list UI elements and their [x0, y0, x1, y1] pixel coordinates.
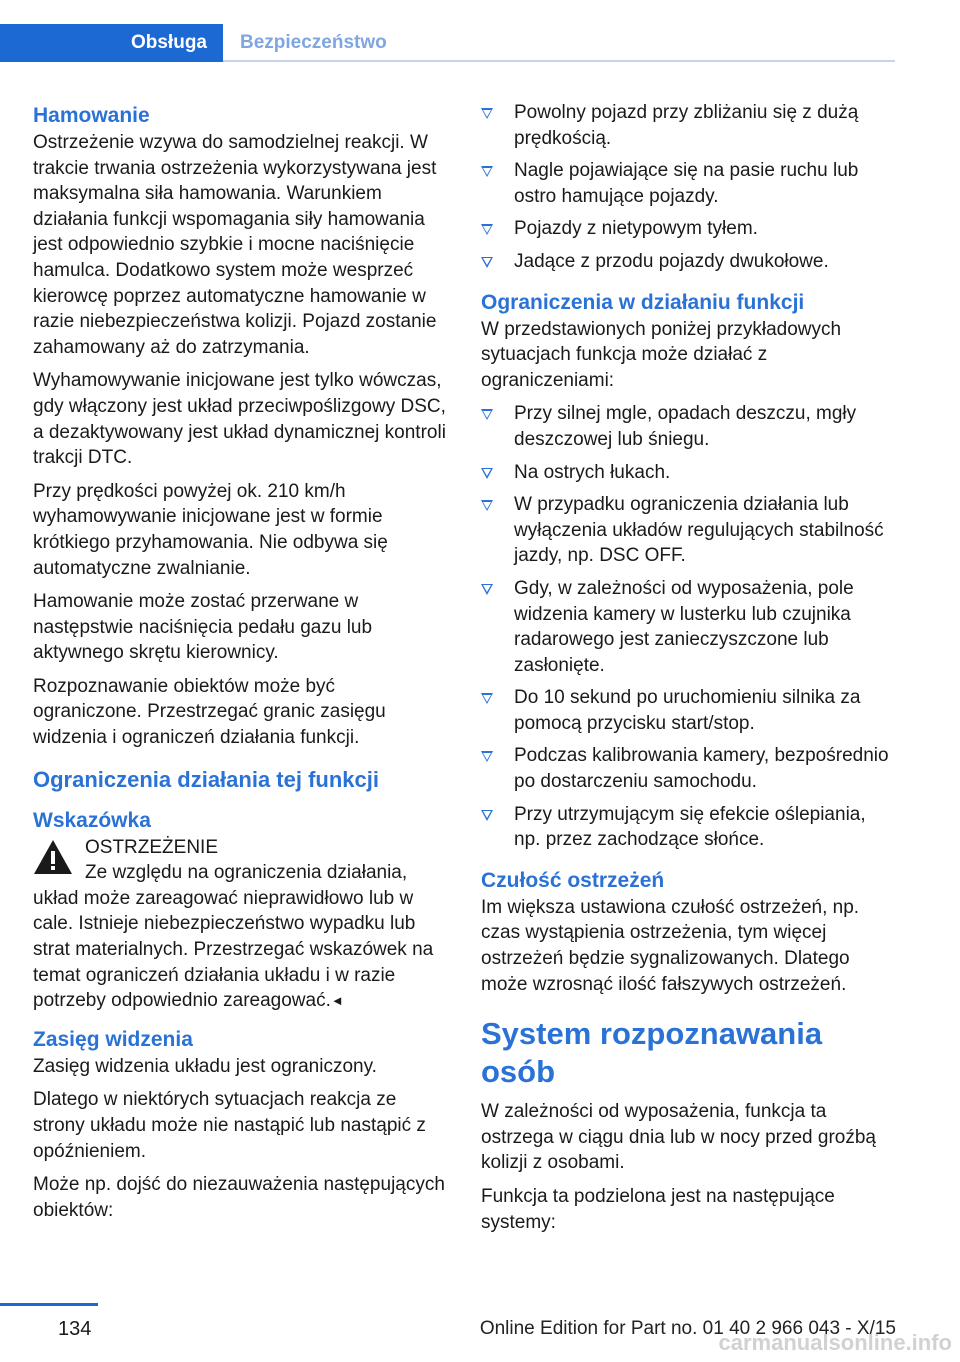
list-item — [481, 576, 896, 678]
footer-rule — [0, 1303, 98, 1306]
paragraph: Może np. dojść do niezauważenia następujących obiektów: — [33, 1174, 445, 1221]
section-title-hint: Wskazówka — [33, 808, 151, 832]
paragraph: Przy prędkości powyżej ok. 210 km/h wyhamowywanie inicjowane jest w formie krótkiego przyhamowania. Nie odbywa się automatyczne zwalnianie. — [33, 480, 388, 579]
header-tabs — [0, 24, 895, 62]
paragraph: W przedstawionych poniżej przykładowych sytuacjach funkcja może działać z ograniczeniami: — [481, 318, 842, 391]
list-item-text: Na ostrych łukach. — [514, 461, 671, 483]
warning-rest: układ może zareagować nieprawidłowo lub w cale. Istnieje niebezpieczeństwo wypadku lub strat materialnych. Przestrzegać wskazówek na temat ograniczeń działania układu i w razie potrzeby odpowiednio zareagować. — [33, 887, 434, 1012]
list-item — [481, 685, 896, 736]
watermark: carmanualsonline.info — [718, 1330, 952, 1355]
list-item-text: Pojazdy z nietypowym tyłem. — [514, 218, 758, 240]
warning-title: OSTRZEŻENIE — [85, 836, 219, 858]
bullet-triangle-icon — [481, 468, 493, 479]
list-item-text: Jadące z przodu pojazdy dwukołowe. — [514, 250, 829, 272]
list-item — [481, 802, 896, 853]
end-mark: ◄ — [330, 993, 344, 1009]
edition-text: Online Edition for Part no. 01 40 2 966 043 - X/15 — [479, 1318, 896, 1339]
paragraph: Funkcja ta podzielona jest na następujące systemy: — [481, 1186, 835, 1233]
warning-icon — [33, 839, 73, 875]
list-item-text: Gdy, w zależności od wyposażenia, pole widzenia kamery w lusterku lub czujnika radarowego jest zanieczyszczone lub zasłonięte. — [514, 577, 854, 676]
paragraph: Wyhamowywanie inicjowane jest tylko wówczas, gdy włączony jest układ przeciwpoślizgowy DSC, a dezaktywowany jest układ dynamicznej kontroli trakcji DTC. — [33, 370, 446, 469]
list-item — [481, 216, 896, 242]
section-title-func-limits: Ograniczenia w działaniu funkcji — [481, 290, 805, 314]
header-rule — [223, 60, 895, 62]
bullet-triangle-icon — [481, 257, 493, 268]
bullet-triangle-icon — [481, 409, 493, 420]
list-item — [481, 460, 896, 486]
section-title-range: Zasięg widzenia — [33, 1027, 193, 1051]
objects-list — [481, 100, 896, 275]
list-item-text: W przypadku ograniczenia działania lub wyłączenia układów regulujących stabilność jazdy, np. DSC OFF. — [514, 494, 884, 567]
list-item — [481, 100, 896, 151]
section-title-hamowanie: Hamowanie — [33, 104, 150, 127]
paragraph: Zasięg widzenia układu jest ograniczony. — [33, 1055, 377, 1077]
right-column — [481, 100, 896, 1243]
bullet-triangle-icon — [481, 108, 493, 119]
bullet-triangle-icon — [481, 693, 493, 704]
list-item — [481, 492, 896, 569]
list-item-text: Przy silnej mgle, opadach deszczu, mgły deszczowej lub śniegu. — [514, 403, 857, 450]
bullet-triangle-icon — [481, 584, 493, 595]
tab-obsluga[interactable]: Obsługa — [0, 24, 223, 62]
list-item — [481, 158, 896, 209]
left-column — [33, 100, 448, 1231]
list-item-text: Nagle pojawiające się na pasie ruchu lub ostro hamujące pojazdy. — [514, 160, 859, 207]
paragraph: W zależności od wyposażenia, funkcja ta ostrzega w ciągu dnia lub w nocy przed groźbą kolizji z osobami. — [481, 1101, 877, 1174]
list-item — [481, 401, 896, 452]
list-item-text: Do 10 sekund po uruchomieniu silnika za pomocą przycisku start/stop. — [514, 687, 861, 734]
tab-bezpieczenstwo[interactable]: Bezpieczeństwo — [240, 32, 387, 53]
paragraph: Dlatego w niektórych sytuacjach reakcja ze strony układu może nie nastąpić lub nastąpić z opóźnieniem. — [33, 1089, 426, 1162]
list-item — [481, 743, 896, 794]
paragraph: Im większa ustawiona czułość ostrzeżeń, np. czas wystąpienia ostrzeżenia, tym więcej ostrzeżeń będzie sygnalizowanych. Dlatego może wzrosnąć ilość fałszywych ostrzeżeń. — [481, 896, 860, 995]
section-title-limits: Ograniczenia działania tej funkcji — [33, 766, 379, 792]
warning-text — [33, 886, 448, 1014]
section-title-system: System rozpoznawania osób — [481, 1016, 823, 1090]
paragraph: Hamowanie może zostać przerwane w następstwie naciśnięcia pedału gazu lub aktywnego skrętu kierownicy. — [33, 591, 373, 664]
list-item-text: Podczas kalibrowania kamery, bezpośrednio po dostarczeniu samochodu. — [514, 745, 889, 793]
section-title-sensitivity: Czułość ostrzeżeń — [481, 868, 665, 892]
list-item — [481, 249, 896, 275]
bullet-triangle-icon — [481, 751, 493, 762]
func-limits-list — [481, 401, 896, 853]
page-number: 134 — [58, 1318, 92, 1340]
bullet-triangle-icon — [481, 224, 493, 235]
bullet-triangle-icon — [481, 166, 493, 177]
bullet-triangle-icon — [481, 500, 493, 511]
warning-block — [33, 835, 448, 1014]
paragraph: Ostrzeżenie wzywa do samodzielnej reakcji. W trakcie trwania ostrzeżenia wykorzystywana jest maksymalna siła hamowania. Warunkiem działania funkcji wspomagania siły hamowania jest odpowiednio szybkie i mocne naciśnięcie hamulca. Dodatkowo system może wesprzeć kierowcę poprzez automatyczne hamowanie w razie niebezpieczeństwa kolizji. Pojazd zostanie zahamowany aż do zatrzymania. — [33, 132, 437, 358]
list-item-text: Przy utrzymującym się efekcie oślepiania, np. przez zachodzące słońce. — [514, 803, 866, 851]
bullet-triangle-icon — [481, 810, 493, 821]
list-item-text: Powolny pojazd przy zbliżaniu się z dużą prędkością. — [514, 102, 859, 149]
warning-line: Ze względu na ograniczenia działania, — [85, 862, 408, 884]
paragraph: Rozpoznawanie obiektów może być ograniczone. Przestrzegać granic zasięgu widzenia i ograniczeń działania funkcji. — [33, 675, 386, 749]
